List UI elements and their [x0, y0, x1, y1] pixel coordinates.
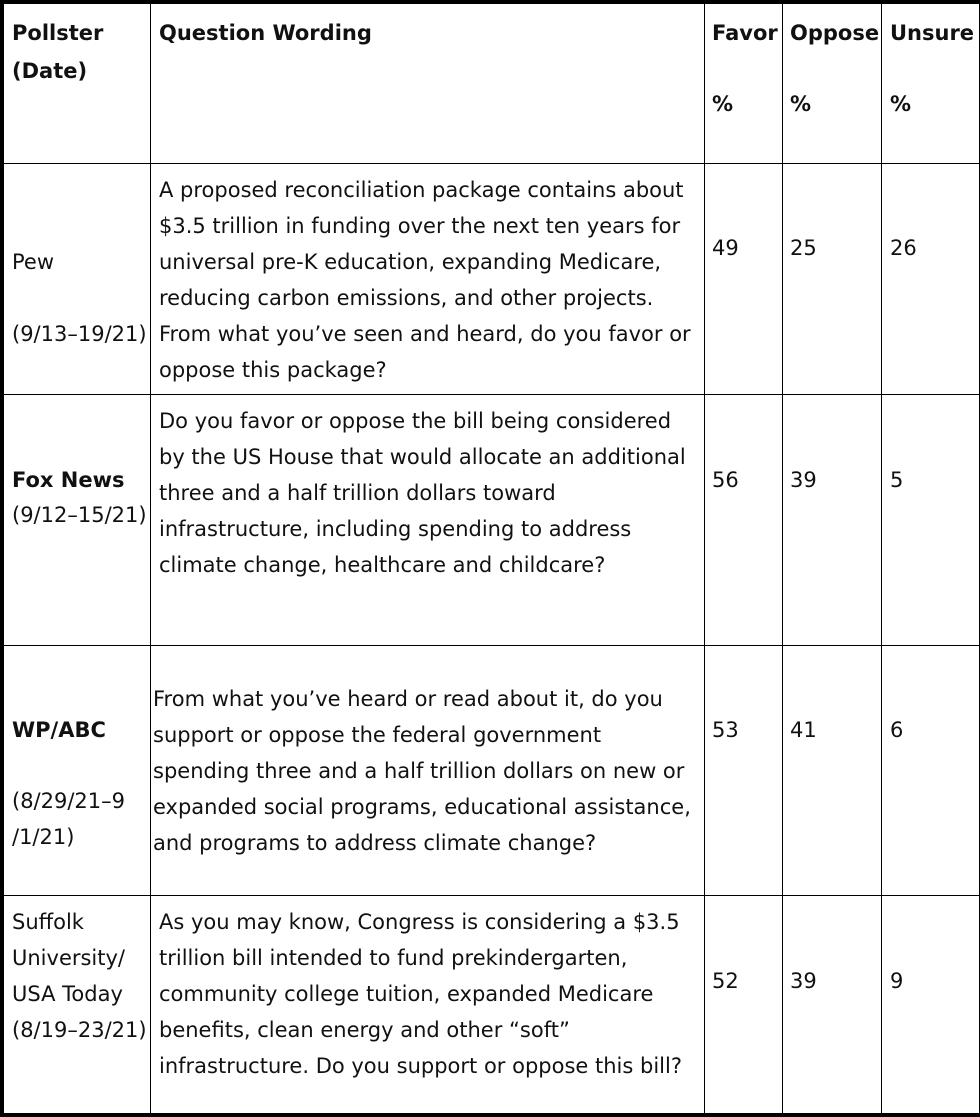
question-wording: From what you’ve heard or read about it, do you support or oppose the federal government spending three and a half trillion dollars on new or expanded social programs, educational assistance, and programs to address climate change?	[153, 687, 691, 855]
row-divider	[4, 895, 979, 896]
unsure-value: 6	[890, 718, 904, 742]
header-question: Question Wording	[159, 21, 372, 45]
row-divider	[4, 163, 979, 164]
unsure-value: 5	[890, 468, 904, 492]
pollster-name: Suffolk University/ USA Today (8/19–23/21)	[12, 910, 147, 1042]
question-wording: A proposed reconciliation package contains about $3.5 trillion in funding over the next ten years for universal pre-K education, expanding Medicare, reducing carbon emissions, and other projects. From what you’ve seen and heard, do you favor or oppose this package?	[159, 178, 691, 382]
unsure-value: 9	[890, 969, 904, 993]
column-divider	[150, 4, 151, 1113]
header-oppose-percent: %	[790, 92, 812, 116]
header-oppose: Oppose	[790, 21, 880, 45]
favor-value: 49	[712, 236, 739, 260]
pollster-name: Pew	[12, 250, 55, 274]
question-wording: Do you favor or oppose the bill being considered by the US House that would allocate an additional three and a half trillion dollars toward infrastructure, including spending to address climate change, healthcare and childcare?	[159, 409, 686, 577]
oppose-value: 39	[790, 969, 817, 993]
poll-date: (8/29/21–9 /1/21)	[12, 789, 126, 849]
column-divider	[782, 4, 783, 1113]
header-favor: Favor	[712, 21, 778, 45]
pollster-name: Fox News	[12, 468, 125, 492]
row-divider	[4, 645, 979, 646]
oppose-value: 41	[790, 718, 817, 742]
header-unsure: Unsure	[890, 21, 975, 45]
column-divider	[704, 4, 705, 1113]
oppose-value: 39	[790, 468, 817, 492]
oppose-value: 25	[790, 236, 817, 260]
unsure-value: 26	[890, 236, 917, 260]
row-divider	[4, 394, 979, 395]
question-wording: As you may know, Congress is considering a $3.5 trillion bill intended to fund prekindergarten, community college tuition, expanded Medicare benefits, clean energy and other “soft” infrastructure. Do you support or oppose this bill?	[159, 910, 682, 1078]
column-divider	[881, 4, 882, 1113]
poll-date: (9/13–19/21)	[12, 322, 147, 346]
header-unsure-percent: %	[890, 92, 912, 116]
poll-date: (9/12–15/21)	[12, 503, 147, 527]
pollster-name: WP/ABC	[12, 718, 106, 742]
favor-value: 53	[712, 718, 739, 742]
favor-value: 52	[712, 969, 739, 993]
header-pollster: Pollster (Date)	[12, 21, 104, 83]
header-favor-percent: %	[712, 92, 734, 116]
favor-value: 56	[712, 468, 739, 492]
